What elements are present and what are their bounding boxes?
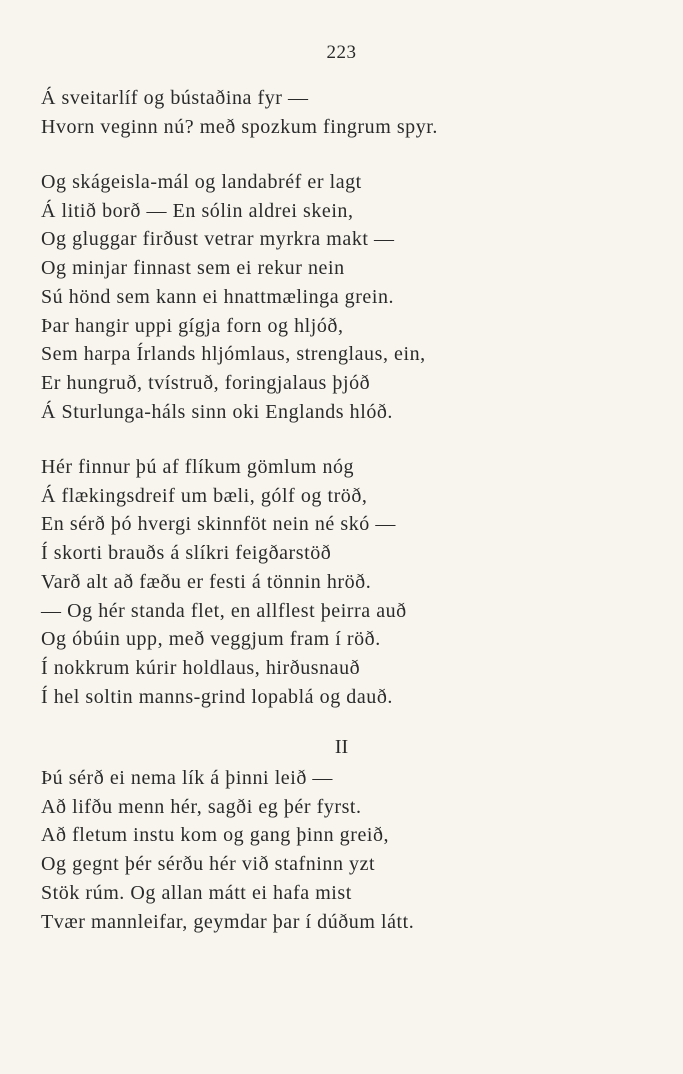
stanza-4	[41, 764, 641, 936]
verse-line: Á litið borð — En sólin aldrei skein,	[41, 199, 354, 222]
verse-line: Stök rúm. Og allan mátt ei hafa mist	[41, 881, 352, 904]
verse-line: Sú hönd sem kann ei hnattmælinga grein.	[41, 285, 395, 308]
verse-line: Og gegnt þér sérðu hér við stafninn yzt	[41, 853, 376, 876]
verse-line: Hér finnur þú af flíkum gömlum nóg	[41, 456, 355, 478]
verse-line: Í nokkrum kúrir holdlaus, hirðusnauð	[41, 656, 361, 679]
verse-line: Í skorti brauðs á slíkri feigðarstöð	[41, 542, 332, 565]
verse-line: Þú sérð ei nema lík á þinni leið —	[41, 767, 333, 789]
verse-line: — Og hér standa flet, en allflest þeirra auð	[41, 599, 407, 622]
verse-line: Á sveitarlíf og bústaðina fyr —	[41, 87, 309, 109]
verse-line: Þar hangir uppi gígja forn og hljóð,	[41, 314, 344, 337]
stanza-3	[41, 453, 641, 711]
verse-line: Sem harpa Írlands hljómlaus, strenglaus, ein,	[41, 343, 426, 366]
verse-line: Að lifðu menn hér, sagði eg þér fyrst.	[41, 795, 362, 818]
verse-line: Í hel soltin manns-grind lopablá og dauð.	[41, 685, 393, 708]
verse-line: Er hungruð, tvístruð, foringjalaus þjóð	[41, 371, 371, 394]
stanza-1	[41, 84, 641, 141]
verse-line: Varð alt að fæðu er festi á tönnin hröð.	[41, 570, 372, 593]
stanza-2	[41, 168, 641, 426]
verse-line: Og minjar finnast sem ei rekur nein	[41, 257, 345, 280]
verse-line: Á Sturlunga-háls sinn oki Englands hlóð.	[41, 400, 393, 423]
page-number: 223	[326, 42, 357, 63]
verse-line: En sérð þó hvergi skinnföt nein né skó —	[41, 513, 396, 536]
verse-line: Og gluggar firðust vetrar myrkra makt —	[41, 228, 395, 251]
verse-line: Á flækingsdreif um bæli, gólf og tröð,	[41, 484, 368, 507]
verse-line: Að fletum instu kom og gang þinn greið,	[41, 824, 390, 847]
verse-line: Og óbúin upp, með veggjum fram í röð.	[41, 628, 381, 651]
section-numeral: II	[334, 736, 349, 758]
verse-line: Tvær mannleifar, geymdar þar í dúðum látt.	[41, 910, 415, 933]
verse-line: Og skágeisla-mál og landabréf er lagt	[41, 171, 362, 193]
verse-line: Hvorn veginn nú? með spozkum fingrum spyr.	[41, 115, 438, 138]
